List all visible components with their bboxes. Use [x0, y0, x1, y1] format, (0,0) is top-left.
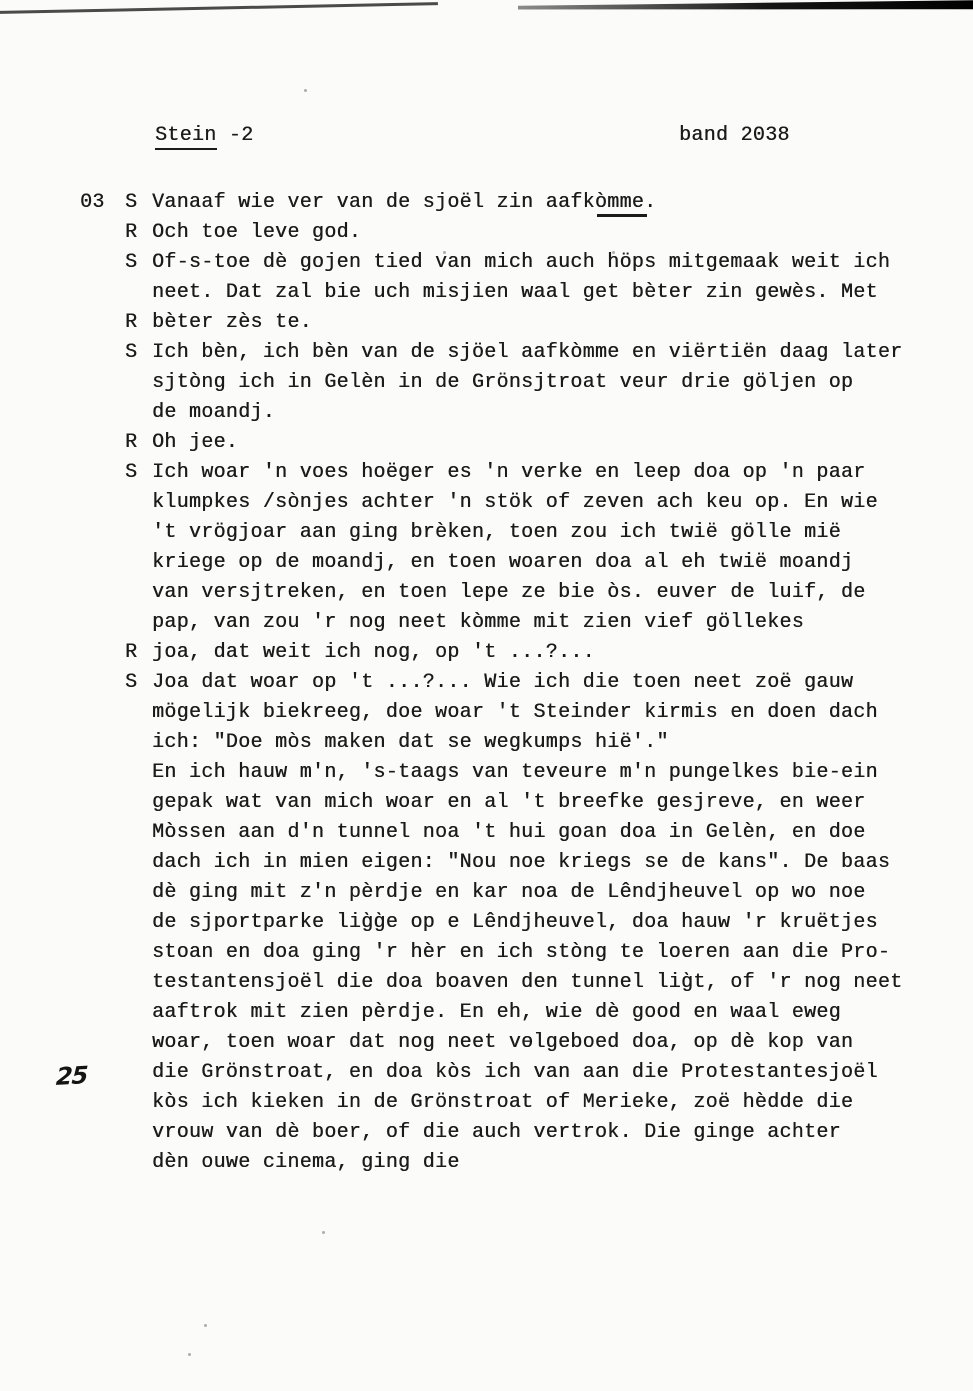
speaker-letter [125, 608, 152, 638]
scan-speck [304, 89, 307, 92]
line-text: Vanaaf wie ver van de sjoël zin aafkòmme. [152, 191, 657, 214]
transcript-line [80, 1118, 940, 1148]
speaker-letter [125, 698, 152, 728]
speaker-letter [125, 758, 152, 788]
speaker-code [80, 518, 125, 548]
speaker-code [80, 1028, 125, 1058]
speaker-letter: R [125, 221, 138, 244]
line-text: pap, van zou 'r nog neet kòmme mit zien vief göllekes [152, 611, 805, 634]
transcript-line [80, 368, 940, 398]
transcript-line [80, 1088, 940, 1118]
speaker-code [80, 218, 125, 248]
speaker-letter [125, 848, 152, 878]
line-text: mögelijk biekreeg, doe woar 't Steinder kirmis en doen dach [152, 701, 878, 724]
speaker-code [80, 698, 125, 728]
line-text: de moandj. [152, 401, 276, 424]
line-text: Och toe leve god. [152, 221, 362, 244]
line-text: neet. Dat zal bie uch misjien waal get bèter zin gewès. Met [152, 281, 878, 304]
speaker-letter [125, 1148, 152, 1178]
transcript-line [80, 338, 940, 368]
speaker-letter [125, 518, 152, 548]
speaker-letter [125, 968, 152, 998]
line-text: Oh jee. [152, 431, 239, 454]
speaker-letter [125, 1118, 152, 1148]
transcript-line [80, 998, 940, 1028]
transcript-line [80, 758, 940, 788]
speaker-letter [125, 788, 152, 818]
line-text: ich: "Doe mòs maken dat se wegkumps hië'." [152, 731, 669, 754]
speaker-code [80, 848, 125, 878]
speaker-letter [125, 368, 152, 398]
line-text: 't vrögjoar aan ging brèken, toen zou ich twië gölle mië [152, 521, 841, 544]
speaker-code [80, 398, 125, 428]
speaker-code [80, 638, 125, 668]
speaker-letter: S [125, 461, 138, 484]
transcript-line [80, 548, 940, 578]
speaker-code [80, 788, 125, 818]
speaker-letter: S [125, 191, 138, 214]
transcript-line [80, 1028, 940, 1058]
speaker-code [80, 608, 125, 638]
line-text: gepak wat van mich woar en al 't breefke gesjreve, en weer [152, 791, 866, 814]
speaker-code [80, 428, 125, 458]
speaker-code [80, 728, 125, 758]
page-title-main: Stein [155, 124, 217, 150]
transcript [80, 188, 940, 1178]
speaker-letter: S [125, 251, 138, 274]
speaker-letter [125, 1088, 152, 1118]
transcript-line [80, 788, 940, 818]
speaker-code [80, 488, 125, 518]
speaker-letter: R [125, 431, 138, 454]
line-text: Of-s-toe dè gojen tied van mich auch höps mitgemaak weit ich [152, 251, 891, 274]
band-number: band 2038 [679, 124, 790, 147]
line-text: kòs ich kieken in de Grönstroat of Merieke, zoë hèdde die [152, 1091, 854, 1114]
scan-speck [204, 1324, 207, 1327]
transcript-line [80, 608, 940, 638]
speaker-code [80, 578, 125, 608]
speaker-letter [125, 1058, 152, 1088]
line-text: die Grönstroat, en doa kòs ich van aan die Protestantesjoël [152, 1061, 878, 1084]
speaker-code [80, 1118, 125, 1148]
page-title [155, 124, 253, 147]
transcript-line [80, 278, 940, 308]
line-text: bèter zès te. [152, 311, 312, 334]
line-text: van versjtreken, en toen lepe ze bie òs. euver de luif, de [152, 581, 866, 604]
transcript-line [80, 518, 940, 548]
speaker-letter [125, 938, 152, 968]
handwritten-margin-note: 25 [55, 1061, 89, 1091]
speaker-code [80, 248, 125, 278]
scan-artifact-wedge [518, 0, 973, 10]
transcript-line [80, 848, 940, 878]
transcript-line [80, 968, 940, 998]
speaker-code [80, 368, 125, 398]
line-text: vrouw van dè boer, of die auch vertrok. Die ginge achter [152, 1121, 841, 1144]
line-text: testantensjoël die doa boaven den tunnel lig̀t, of 'r nog neet [152, 971, 903, 994]
line-text: Ich bèn, ich bèn van de sjöel aafkòmme en viërtiën daag later [152, 341, 903, 364]
speaker-letter [125, 878, 152, 908]
speaker-letter [125, 278, 152, 308]
transcript-line [80, 638, 940, 668]
speaker-code: 03 [80, 191, 105, 214]
transcript-line [80, 488, 940, 518]
speaker-code [80, 338, 125, 368]
scan-artifact-line [0, 2, 438, 14]
transcript-line [80, 938, 940, 968]
line-text: Joa dat woar op 't ...?... Wie ich die toen neet zoë gauw [152, 671, 854, 694]
line-text: klumpkes /sònjes achter 'n stök of zeven ach keu op. En wie [152, 491, 878, 514]
transcript-line [80, 908, 940, 938]
page-header [0, 124, 973, 150]
speaker-code [80, 998, 125, 1028]
speaker-letter: S [125, 341, 138, 364]
transcript-line [80, 818, 940, 848]
speaker-code [80, 458, 125, 488]
transcript-line [80, 218, 940, 248]
transcript-line [80, 398, 940, 428]
speaker-code [80, 968, 125, 998]
transcript-line [80, 1058, 940, 1088]
speaker-code [80, 758, 125, 788]
speaker-code [80, 878, 125, 908]
speaker-code [80, 308, 125, 338]
transcript-line [80, 188, 940, 218]
line-text: kriege op de moandj, en toen woaren doa al eh twië moandj [152, 551, 854, 574]
speaker-code [80, 818, 125, 848]
speaker-code [80, 278, 125, 308]
line-text: En ich hauw m'n, 's-taags van teveure m'n pungelkes bie-ein [152, 761, 878, 784]
page-title-suffix: -2 [216, 124, 254, 147]
speaker-letter: S [125, 671, 138, 694]
speaker-code [80, 1088, 125, 1118]
speaker-letter [125, 998, 152, 1028]
speaker-letter [125, 728, 152, 758]
transcript-line [80, 668, 940, 698]
transcript-line [80, 1148, 940, 1178]
line-text: aaftrok mit zien pèrdje. En eh, wie dè good en waal eweg [152, 1001, 841, 1024]
scan-speck [188, 1353, 191, 1356]
speaker-letter [125, 488, 152, 518]
speaker-code [80, 548, 125, 578]
speaker-code [80, 668, 125, 698]
line-text: Ich woar 'n voes hoëger es 'n verke en leep doa op 'n paar [152, 461, 866, 484]
stray-underline-mark [597, 214, 647, 217]
speaker-letter [125, 1028, 152, 1058]
transcript-line [80, 308, 940, 338]
speaker-letter [125, 578, 152, 608]
scan-speck [322, 1231, 325, 1234]
speaker-letter [125, 548, 152, 578]
speaker-letter: R [125, 641, 138, 664]
transcript-line [80, 698, 940, 728]
line-text: dè ging mit z'n pèrdje en kar noa de Lêndjheuvel op wo noe [152, 881, 866, 904]
line-text: sjtòng ich in Gelèn in de Grönsjtroat veur drie göljen op [152, 371, 854, 394]
line-text: woar, toen woar dat nog neet vɵlgeboed doa, op dè kop van [152, 1031, 854, 1054]
line-text: stoan en doa ging 'r hèr en ich stòng te loeren aan die Pro- [152, 941, 891, 964]
speaker-letter [125, 398, 152, 428]
line-text: dèn ouwe cinema, ging die [152, 1151, 460, 1174]
speaker-letter [125, 818, 152, 848]
line-text: dach ich in mien eigen: "Nou noe kriegs se de kans". De baas [152, 851, 891, 874]
speaker-letter [125, 908, 152, 938]
transcript-line [80, 728, 940, 758]
transcript-line [80, 428, 940, 458]
speaker-code [80, 1148, 125, 1178]
transcript-line [80, 578, 940, 608]
transcript-line [80, 458, 940, 488]
line-text: joa, dat weit ich nog, op 't ...?... [152, 641, 595, 664]
transcript-line [80, 878, 940, 908]
line-text: Mòssen aan d'n tunnel noa 't hui goan doa in Gelèn, en doe [152, 821, 866, 844]
line-text: de sjportparke lig̀g̀e op e Lêndjheuvel, doa hauw 'r kruëtjes [152, 911, 878, 934]
speaker-code [80, 908, 125, 938]
speaker-code [80, 938, 125, 968]
transcript-line [80, 248, 940, 278]
speaker-letter: R [125, 311, 138, 334]
